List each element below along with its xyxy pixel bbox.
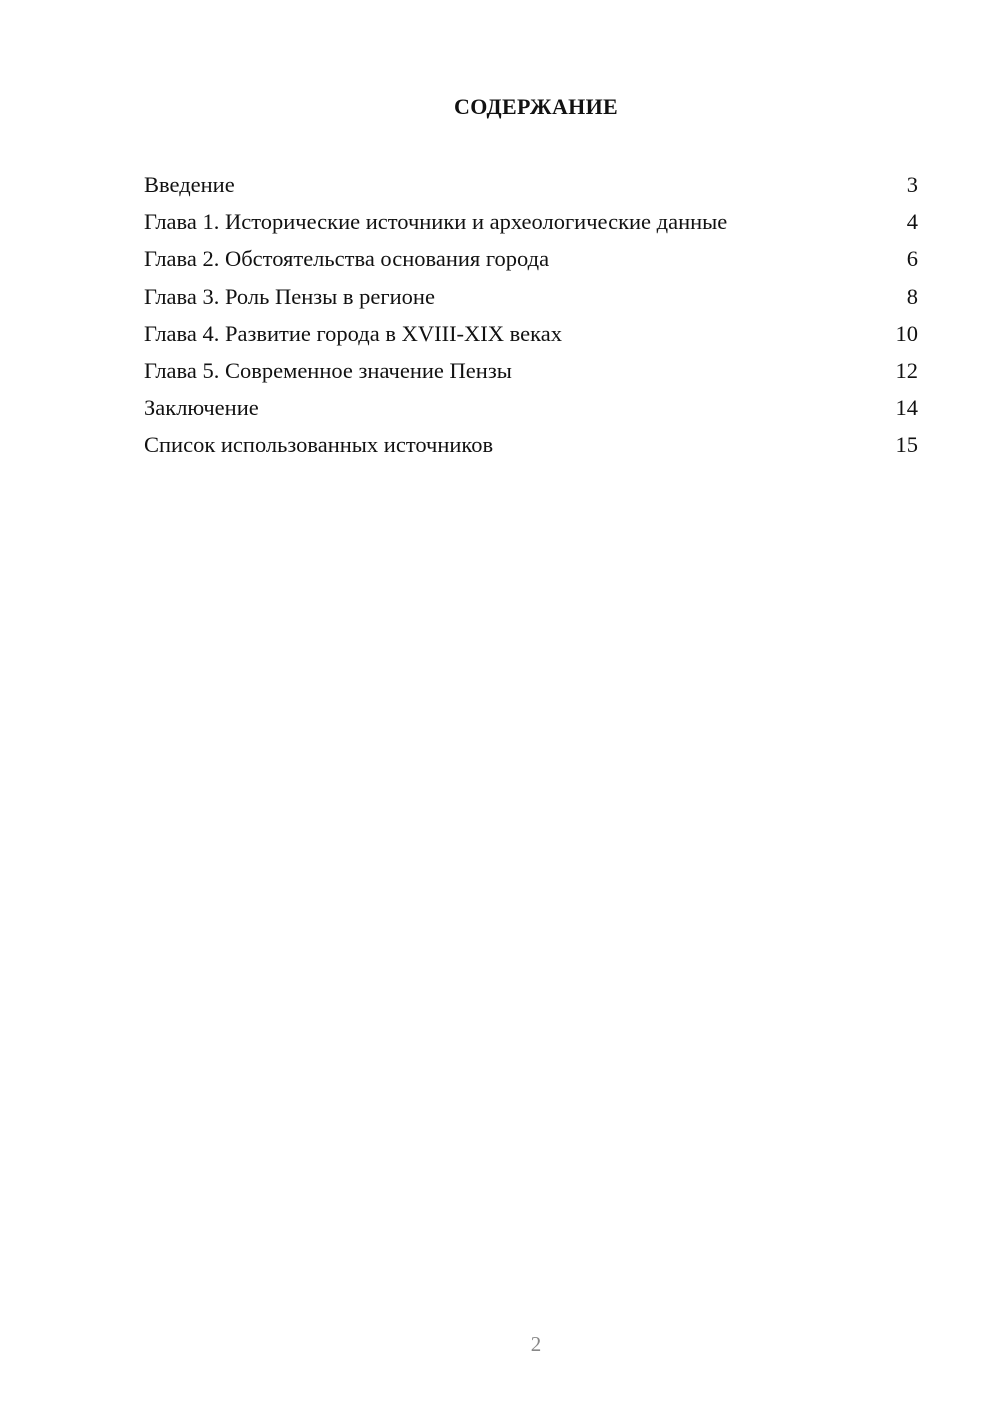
toc-heading: СОДЕРЖАНИЕ (454, 94, 618, 119)
table-of-contents (144, 168, 918, 466)
toc-entry-title: Глава 2. Обстоятельства основания города (144, 246, 550, 272)
toc-entry-title: Глава 3. Роль Пензы в регионе (144, 283, 435, 309)
page-number: 2 (530, 1332, 542, 1356)
toc-entry (144, 168, 918, 205)
toc-entry (144, 205, 918, 242)
toc-entry-page: 8 (906, 283, 918, 309)
toc-entry (144, 428, 918, 465)
toc-entry (144, 242, 918, 279)
toc-entry-page: 12 (895, 357, 918, 383)
toc-entry (144, 391, 918, 428)
toc-entry (144, 280, 918, 317)
toc-entry-title: Список использованных источников (144, 432, 494, 458)
toc-entry (144, 317, 918, 354)
toc-entry-page: 6 (906, 246, 918, 272)
toc-entry-page: 15 (895, 432, 918, 458)
toc-entry-title: Введение (144, 172, 235, 197)
toc-entry-title: Глава 4. Развитие города в XVIII-XIX веках (144, 320, 562, 346)
toc-entry-title: Заключение (144, 395, 259, 421)
toc-entry-page: 14 (895, 395, 918, 421)
toc-entry (144, 354, 918, 391)
toc-entry-title: Глава 5. Современное значение Пензы (144, 357, 512, 383)
toc-entry-page: 4 (906, 209, 918, 235)
toc-entry-page: 3 (906, 172, 918, 197)
toc-entry-page: 10 (895, 320, 918, 346)
toc-entry-title: Глава 1. Исторические источники и археологические данные (144, 209, 728, 235)
